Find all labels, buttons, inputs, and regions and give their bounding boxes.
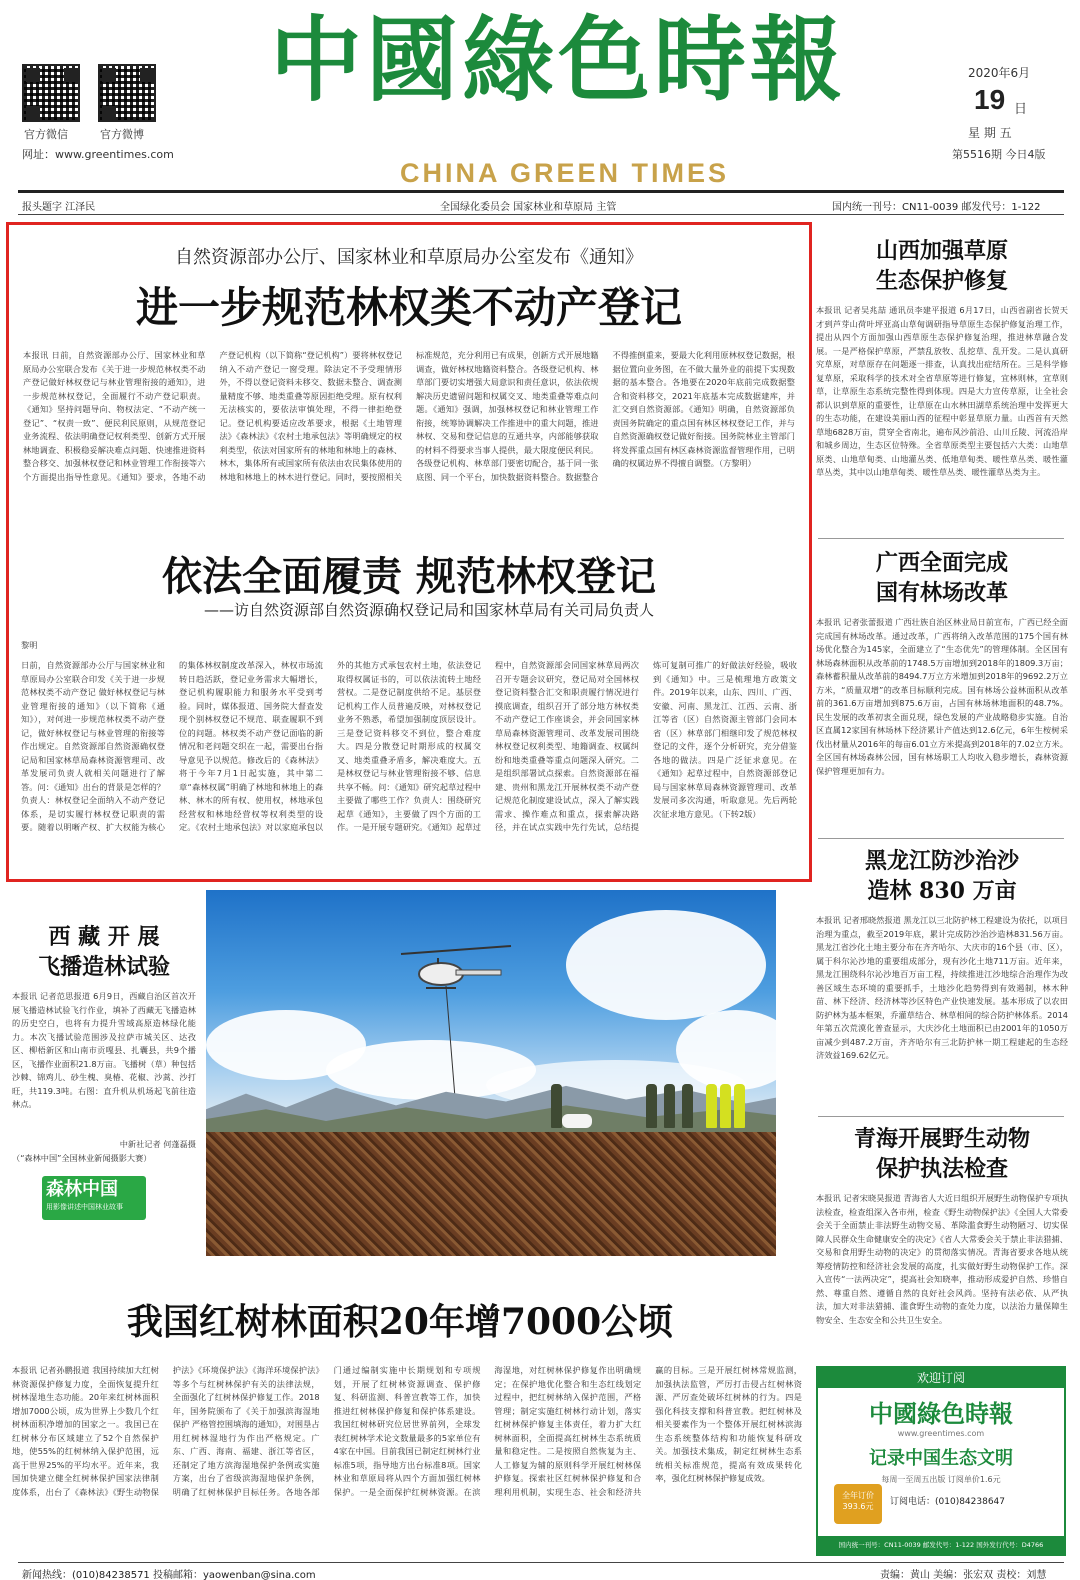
lead-headline[interactable]: 进一步规范林权类不动产登记 [135, 283, 682, 332]
date-day: 19 [974, 84, 1006, 115]
forest-china-logo[interactable] [42, 1176, 146, 1220]
sidebar-title-line[interactable]: 国有林场改革 [875, 580, 1008, 606]
interview-headline[interactable]: 依法全面履责 规范林权登记 [162, 553, 656, 600]
issue-number: 第5516期 今日4版 [952, 148, 1046, 161]
date-year-month: 2020年6月 [968, 66, 1031, 80]
date-day-suffix: 日 [1014, 102, 1028, 117]
tibet-story [12, 922, 196, 1162]
sidebar-divider [818, 838, 1064, 839]
sidebar-title-line[interactable]: 山西加强草原 [875, 238, 1008, 264]
sidebar-title-line[interactable]: 造林 830 万亩 [867, 878, 1017, 904]
lead-body: 本报讯 日前，自然资源部办公厅、国家林业和草原局办公室联合发布《关于进一步规范林权类不动产登记做好林权登记与林业管理衔接的通知》，进一步规范林权登记，全面履行不动产登记职责。《通知》坚持问题导向、物权法定、“不动产统一登记”、“权责一致”、便民利民原则，从规范登记业务流程、依法明确登记权利类型、创新方式开展林地调查、积极稳妥解决难点问题、快速推进资料整合移交、加强林权登记和林业管理工作衔接等六个方面提出指导性意见。《通知》要求，各地不动产登记机构（以下简称“登记机构”）要将林权登记纳入不动产登记一窗受理。除法定不予受理情形外，不得以登记资料未移交、数据未整合、调查测量精度不够、地类重叠等原因拒绝受理。原有权利无法核实的，要依法审慎处理，不得一律拒绝登记。登记机构要适应改革要求，根据《土地管理法》《森林法》《农村土地承包法》等明确规定的权利类型，依法对国家所有的林地和林地上的森林、林木，集体所有或国家所有依法由农民集体使用的林地和林地上的林木进行登记。同时，要按照相关标准规范，充分利用已有成果，创新方式开展地籍调查，做好林权地籍资料整合。各级登记机构、林草部门要切实增强大局意识和责任意识，依法依规解决历史遗留问题和权属交叉、地类重叠等难点问题。《通知》强调，加强林权登记和林业管理工作衔接，统筹协调解决工作推进中的重大问题，推进林权、交易和登记信息的互通共享，内部能够获取的材料不得要求当事人提供，最大限度便民利民。各级登记机构、林草部门要密切配合，基于同一张底图、同一个平台，加快数据资料整合。数据整合不得推倒重来，要最大化利用原林权登记数据，根据位置向业务图，在不做大量外业的前提下实现数据的基本整合。各地要在2020年底前完成数据整合和资料移交，2021年底基本完成数据建库，并汇交到自然资源部。《通知》明确，自然资源部负责国务院确定的重点国有林区林权登记工作，并与自然资源确权登记做好衔接。国务院林业主管部门将发挥重点国有林区森林资源监督管理作用，已明确的权属边界不得擅自调整。（方黎明） [23, 350, 795, 482]
sponsors: 全国绿化委员会 国家林业和草原局 主管 [440, 202, 617, 213]
tibet-title-line[interactable]: 飞播造林试验 [37, 954, 170, 980]
sidebar-story [816, 236, 1068, 536]
subscription-price: 每周一至周五出版 订阅单价1.6元 [881, 1475, 1001, 1484]
wechat-qr-code-icon[interactable] [22, 64, 80, 122]
sidebar-title-line[interactable]: 广西全面完成 [875, 550, 1008, 576]
weekday: 星 期 五 [968, 126, 1012, 140]
interview-author: 黎明 [21, 640, 38, 650]
footer-rule [18, 1562, 1064, 1563]
tibet-body: 本报讯 记者范思报道 6月9日，西藏自治区首次开展飞播造林试验飞行作业，填补了西藏无飞播造林的历史空白，也将有力提升雪域高原造林绿化能力。本次飞播试验范围涉及拉萨市城关区、达孜区、柳梧新区和山南市贡嘎县、扎囊县，共9个播区，飞播作业面积21.8万亩。飞播树（草）种包括沙棘、锦鸡儿、砂生槐、臭椿、花椒、沙蒿、沙打旺，共119.3吨。右图：直升机从机场起飞前往造林点。 [12, 991, 196, 1109]
subscription-slogan: 记录中国生态文明 [869, 1448, 1013, 1469]
subscription-header: 欢迎订阅 [818, 1368, 1064, 1388]
subscription-logo: 中國綠色時報 [869, 1399, 1013, 1428]
forest-china-logo-main: 森林中国 [46, 1179, 118, 1200]
photo-credit-contest: （“森林中国”全国林业新闻摄影大赛） [12, 1153, 152, 1163]
subscription-url[interactable]: www.greentimes.com [897, 1429, 985, 1438]
interview-byline: ——访自然资源部自然资源确权登记局和国家林草局有关司局负责人 [203, 601, 654, 619]
masthead-title-en: CHINA GREEN TIMES [400, 158, 730, 188]
subscription-codes: 国内统一刊号：CN11-0039 邮发代号：1-122 国外发行代号：D4766 [818, 1536, 1064, 1554]
weibo-qr-code-icon[interactable] [98, 64, 156, 122]
qr-label-wechat: 官方微信 [24, 128, 68, 141]
forest-china-logo-sub: 用影像讲述中国林业故事 [46, 1203, 123, 1211]
sidebar-body: 本报讯 记者邢晓然报道 黑龙江以三北防护林工程建设为依托，以项目治理为重点，截至2019年底，累计完成防沙治沙造林831.56万亩。黑龙江省沙化土地主要分布在齐齐哈尔、大庆市的16个县（市、区），属于科尔沁沙地的重要组成部分，现有沙化土地711万亩。近年来，黑龙江围绕科尔沁沙地百万亩工程，持续推进江沙地综合治理作为改善区域生态环境的重要抓手，土地沙化趋势得到有效遏制，林木种苗、林下经济、经济林等沙区特色产业快速发展。基本形成了以农田防护林为基本框架，乔灌草结合、林草相间的综合防护林体系。2014年第五次荒漠化普查显示，大庆沙化土地面积已由2001年的1050万亩减少到487.2万亩，齐齐哈尔有三北防护林一期工程建起的生态经济效益169.62亿元。 [816, 915, 1068, 1060]
qr-label-weibo: 官方微博 [100, 128, 144, 141]
footer-editors: 责编：黄山 美编：张宏双 责校：刘慧 [880, 1570, 1047, 1580]
masthead-title: 中國綠色時報 [270, 6, 847, 114]
sidebar-title-line[interactable]: 黑龙江防沙治沙 [864, 848, 1019, 874]
sidebar-story [816, 846, 1068, 1106]
interview-body: 日前，自然资源部办公厅与国家林业和草原局办公室联合印发《关于进一步规范林权类不动产登记 做好林权登记与林业管理衔接的通知》（以下简称《通知》），对何进一步规范林权类不动产登记，做好林权登记与林业管理的衔接等作出规定。自然资源部自然资源确权登记局和国家林草局森林资源管理司、改革发展司负责人就相关问题进行了解答。问：《通知》出台的背景是怎样的？负责人：林权登记全面纳入不动产登记体系，是切实履行林权登记职责的需要。随着以明晰产权、扩大权能为核心的集体林权制度改革深入，林权市场流转日趋活跃，登记业务需求大幅增长，登记机构履职能力和服务水平受到考验。同时，媒体报道、国务院大督查发现个别林权登记不规范、联查履职不到位的问题。林权类不动产登记面临的新情况和老问题交织在一起，需要出台指导意见予以规范。修改后的《森林法》将于今年7月1日起实施，其中第二章“森林权属”明确了林地和林地上的森林、林木的所有权、使用权，林地承包经营权和林地经营权等权利类型的设定。《农村土地承包法》对以家庭承包以外的其他方式承包农村土地，依法登记取得权属证书的，可以依法流转土地经营权。二是登记制度供给不足。基层登记机构工作人员普遍反映，对林权登记业务不熟悉，希望加强制度顶层设计。三是登记资料移交不到位，整合难度大。四是分散登记时期形成的权属交叉、地类重叠矛盾多，解决难度大。五是林权登记与林业管理衔接不够、信息共享不畅。问：《通知》研究起草过程中主要做了哪些工作？负责人：围绕研究起草《通知》，主要做了四个方面的工作。一是开展专题研究。《通知》起草过程中，自然资源部会同国家林草局两次召开专题会议研究，登记局对全国林权登记资料整合汇交和职责履行情况进行摸底调查，组织召开了部分地方林权类不动产登记工作座谈会，并会同国家林草局森林资源管理司、改革发展司围绕林权登记权利类型、地籍调查、权属纠纷和地类重叠等重点问题深入研究。二是组织部署试点探索。自然资源部在福建、贵州和黑龙江开展林权类不动产登记规范化制度建设试点，深入了解实践需求、操作难点和重点，探索解决路径，并在试点实践中先行先试，总结提炼可复制可推广的好做法好经验，吸收到《通知》中。三是梳理地方政策文件。2019年以来，山东、四川、广西、安徽、河南、黑龙江、江西、云南、浙江等省（区）自然资源主管部门会同本省（区）林草部门相继印发了规范林权登记的文件，逐个分析研究，充分借鉴各地的做法。四是广泛征求意见。在《通知》起草过程中，自然资源部登记局与国家林草局森林资源管理司、改革发展司多次沟通，听取意见。先后两轮次征求地方意见。（下转2版） [21, 660, 797, 832]
infobar-rule [18, 214, 1064, 215]
mangrove-headline[interactable]: 我国红树林面积20年增7000公顷 [126, 1301, 674, 1343]
lead-story-box [6, 222, 812, 882]
photo-credit: 中新社记者 何蓬磊摄 [119, 1139, 196, 1149]
masthead [0, 0, 1080, 190]
subscription-box[interactable] [816, 1366, 1066, 1556]
sidebar-title-line[interactable]: 生态保护修复 [875, 268, 1008, 294]
sidebar-story [816, 548, 1068, 838]
sidebar-divider [818, 538, 1064, 539]
sidebar-body: 本报讯 记者宋晓昊报道 青海省人大近日组织开展野生动物保护专项执法检查，检查组深入各市州，检查《野生动物保护法》《全国人大常委会关于全面禁止非法野生动物交易、革除滥食野生动物陋习、切实保障人民群众生命健康安全的决定》《省人大常委会关于禁止非法猎捕、交易和食用野生动物的决定》的贯彻落实情况。青海省要求各地从统筹疫情防控和经济社会发展的高度，扎实做好野生动物保护工作。深入宣传“一法两决定”，提高社会知晓率，推动形成爱护自然、珍惜自然、尊重自然、遵循自然的良好社会风尚。坚持有法必依、从严执法，加大对非法猎捕、滥食野生动物的查处力度，以法治力量保障生物安全、生态安全和公共卫生安全。 [816, 1193, 1068, 1325]
mangrove-body: 本报讯 记者孙鹏报道 我国持续加大红树林资源保护修复力度，全面恢复提升红树林湿地生态功能。20年来红树林面积增加7000公顷，成为世界上少数几个红树林面积净增加的国家之一。我国已在红树林分布区域建立了52个自然保护地，使55%的红树林纳入保护范围，远高于世界25%的平均水平。近年来，我国加快建立健全红树林保护国家法律制度体系，出台了《森林法》《野生动物保护法》《环境保护法》《海洋环境保护法》等多个与红树林保护有关的法律法规，全面强化了红树林保护修复工作。2018年，国务院颁布了《关于加强滨海湿地保护 严格管控围填海的通知》，对围垦占用红树林湿地行为作出严格规定。广东、广西、海南、福建、浙江等省区，还制定了地方滨海湿地保护条例或实施方案，出台了省级滨海湿地保护条例，明确了红树林保护目标任务。各地各部门通过编制实施中长期规划和专项规划，开展了红树林资源调查、保护修复、科研监测、科普宣教等工作，加快推进红树林保护修复和保护体系建设。我国红树林研究位居世界前列，全球发表红树林学术论文数量最多的5家单位有4家在中国。目前我国已制定红树林行业标准5项，指导地方出台标准8项。国家林业和草原局将从四个方面加强红树林保护。一是全面保护红树林资源。在滨海湿地，对红树林保护修复作出明确规定；在保护地优化整合和生态红线划定过程中，把红树林纳入保护范围，严格管理；制定实施红树林行动计划，落实红树林保护修复主体责任，着力扩大红树林面积，全面提高红树林生态系统质量和稳定性。二是按照自然恢复为主、人工修复为辅的原则科学开展红树林保护修复。探索社区红树林保护修复和合理利用机制，实现生态、社会和经济共赢的目标。三是开展红树林常规监测，加强执法监管，严厉打击侵占红树林资源、严厉查处破坏红树林的行为。四是强化科技支撑和科普宣教。把红树林及相关要素作为一个整体开展红树林滨海生态系统整体结构和功能恢复科研攻关。加强技术集成，制定红树林生态系统相关标准规范，提高有效成果转化率，强化红树林保护修复成效。 [12, 1365, 802, 1497]
website-link[interactable]: 网址：www.greentimes.com [22, 148, 174, 161]
publication-codes: 国内统一刊号：CN11-0039 邮发代号：1-122 [832, 202, 1041, 213]
sidebar-divider [818, 1116, 1064, 1117]
sidebar-title-line[interactable]: 保护执法检查 [875, 1156, 1008, 1182]
helicopter-photo[interactable] [206, 890, 776, 1256]
subscription-badge: 全年订价 393.6元 [834, 1484, 882, 1524]
masthead-rule [18, 190, 1064, 193]
tibet-title-line[interactable]: 西 藏 开 展 [48, 924, 160, 950]
sidebar-body: 本报讯 记者张蕾报道 广西壮族自治区林业局日前宣布，广西已经全面完成国有林场改革。通过改革，广西将纳入改革范围的175个国有林场优化整合为145家，全面建立了“生态优先”的管理体制。全区国有林场森林面积从改革前的1748.5万亩增加到2018年的1809.3万亩；森林蓄积量从改革前的8494.7万立方米增加到2018年的9692.2万立方米，“质量双增”的改革目标顺利完成。国有林场公益林面积从改革前的361.6万亩增加到875.6万亩，占国有林场林地面积的48.7%。民生发展的改革初衷全面兑现，绿色发展的产业战略稳步实施。自治区直属12家国有林场林下经济累计产值达到12.6亿元，6年生桉树采伐出材量从2016年的每亩6.01立方米提高到2018年的7.02立方米。全区国有林场森林公园，国有林场职工人均收入稳步增长，森林资源保护管理更加有力。 [816, 617, 1068, 776]
sidebar-body: 本报讯 记者吴兆喆 通讯员李建平报道 6月17日，山西省副省长贺天才到芦芽山荷叶坪亚高山草甸调研指导草原生态保护修复治理工作，提出从四个方面加强山西草原生态保护修复治理，推进林草融合发展。一是严格保护草原，严禁乱放牧、乱挖草、乱开发。二是认真研究草原，对草原存在问题逐一排查，认真找出症结所在。三是科学修复草原，采取科学的技术对全省草原等进行修复，宜林则林，宜草则草，让草原生态系统完整性得到体现。四是大力宣传草原，让全社会都认识到草原的重要性，让草原在山水林田湖草系统治理中发挥更大的生态功能，在建设美丽山西的征程中彰显草原力量。山西首有天然草地6828万亩，贯穿全省南北，遍布风沙前沿、山川丘陵、河流沿岸和城乡周边，生态区位特殊。全省草原类型主要包括六大类：山地草原类、山地草甸类、山地灌丛类、低地草甸类、暖性草丛类、暖性灌草丛类，其中以山地草甸类、暖性草丛类、暖性灌草丛类为主。 [816, 305, 1068, 477]
inscription: 报头题字 江泽民 [22, 202, 96, 213]
lead-kicker: 自然资源部办公厅、国家林业和草原局办公室发布《通知》 [175, 247, 643, 268]
sidebar-story [816, 1124, 1068, 1356]
footer-contact: 新闻热线：(010)84238571 投稿邮箱：yaowenban@sina.com [22, 1570, 316, 1580]
subscription-phone: 订阅电话：(010)84238647 [890, 1497, 1006, 1507]
sidebar-title-line[interactable]: 青海开展野生动物 [853, 1126, 1030, 1152]
